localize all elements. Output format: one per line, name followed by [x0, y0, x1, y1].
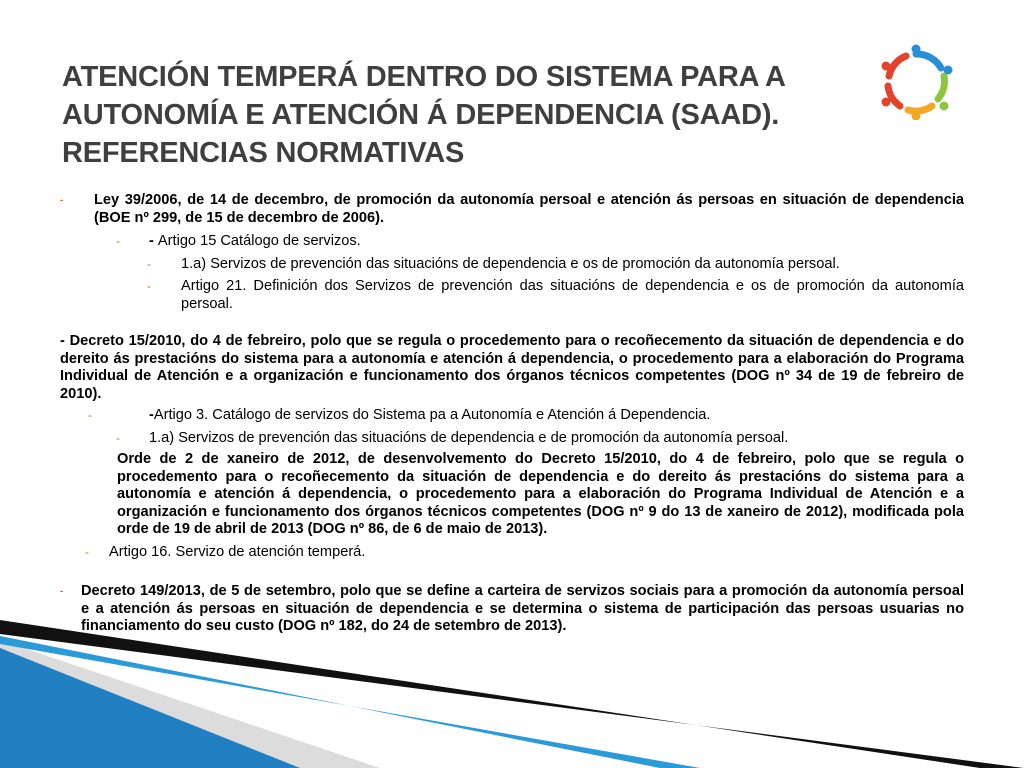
- list-item-artigo-15-1a: [60, 256, 964, 274]
- list-item-artigo-15: [60, 233, 964, 251]
- people-circle-logo-icon: [878, 44, 954, 120]
- list-item-artigo-3: [60, 407, 964, 425]
- paragraph-decreto-15-2010: [60, 333, 964, 403]
- ley-text: Ley 39/2006, de 14 de decembro, de promoción da autonomía persoal e atención ás persoas en situación de dependencia (BOE nº 299, de 15 de decembro de 2006).: [94, 192, 964, 226]
- bullet-marker: -: [85, 544, 89, 559]
- artigo-3-prefix: -: [149, 407, 154, 423]
- artigo-15-1a-text: 1.a) Servizos de prevención das situacións de dependencia e os de promoción da autonomía persoal.: [181, 255, 840, 272]
- bullet-marker: -: [88, 408, 92, 422]
- bullet-marker: -: [147, 256, 151, 271]
- title-line-1: ATENCIÓN TEMPERÁ DENTRO DO SISTEMA PARA A: [62, 61, 786, 93]
- orde-text: Orde de 2 de xaneiro de 2012, de desenvolvemento do Decreto 15/2010, do 4 de febreiro, polo que se regula o procedemento para o recoñecemento da situación de dependencia e do dereito ás prestacións do sistema para a autonomía e atención á dependencia, o procedemento para a elaboración do Programa Individual de Atención e a organización e funcionamento dos órganos técnicos competentes (DOG nº 9 do 13 de xaneiro de 2012), modificada pola orde de 19 de abril de 2013 (DOG nº 86, de 6 de maio de 2013).: [117, 451, 964, 537]
- title-line-2: AUTONOMÍA E ATENCIÓN Á DEPENDENCIA (SAAD).: [62, 99, 780, 131]
- list-item-artigo-3-1a: [60, 430, 964, 448]
- bullet-marker: -: [116, 234, 120, 248]
- list-item-artigo-16: [60, 544, 964, 562]
- slide-title: [62, 58, 862, 172]
- title-line-3: REFERENCIAS NORMATIVAS: [62, 137, 465, 169]
- bullet-marker: -: [116, 430, 120, 445]
- decreto-15-text: - Decreto 15/2010, do 4 de febreiro, polo que se regula o procedemento para o recoñecemento da situación de dependencia e do dereito ás prestacións do sistema para a autonomía e atención á dependencia, o procedemento para a elaboración do Programa Individual de Atención e a organización e funcionamento dos órganos técnicos competentes (DOG nº 34 de 19 de febreiro de 2010).: [60, 333, 964, 402]
- paragraph-orde-2012: [60, 451, 964, 539]
- decorative-swoosh: [0, 600, 1024, 768]
- artigo-16-text: Artigo 16. Servizo de atención temperá.: [109, 543, 366, 560]
- bullet-marker: -: [60, 586, 64, 597]
- artigo-15-text: Artigo 15 Catálogo de servizos.: [157, 233, 361, 249]
- artigo-3-text: Artigo 3. Catálogo de servizos do Sistema pa a Autonomía e Atención á Dependencia.: [153, 407, 711, 423]
- list-item-artigo-21: [60, 278, 964, 313]
- artigo-21-text: Artigo 21. Definición dos Servizos de prevención das situacións de dependencia e os de promoción da autonomía persoal.: [181, 278, 964, 312]
- artigo-3-1a-text: 1.a) Servizos de prevención das situacións de dependencia e de promoción da autonomía persoal.: [149, 429, 789, 446]
- artigo-15-prefix: -: [149, 233, 158, 249]
- bullet-marker: -: [147, 279, 151, 293]
- decreto-149-text: Decreto 149/2013, de 5 de setembro, polo que se define a carteira de servizos sociais para a promoción da autonomía persoal e a atención ás persoas en situación de dependencia e se determina o sistema de participación das persoas usuarias no financiamento do seu custo (DOG nº 182, do 24 de setembro de 2013).: [81, 583, 964, 634]
- slide-body: [60, 192, 964, 636]
- bullet-marker: -: [60, 195, 64, 206]
- list-item-ley: [60, 192, 964, 227]
